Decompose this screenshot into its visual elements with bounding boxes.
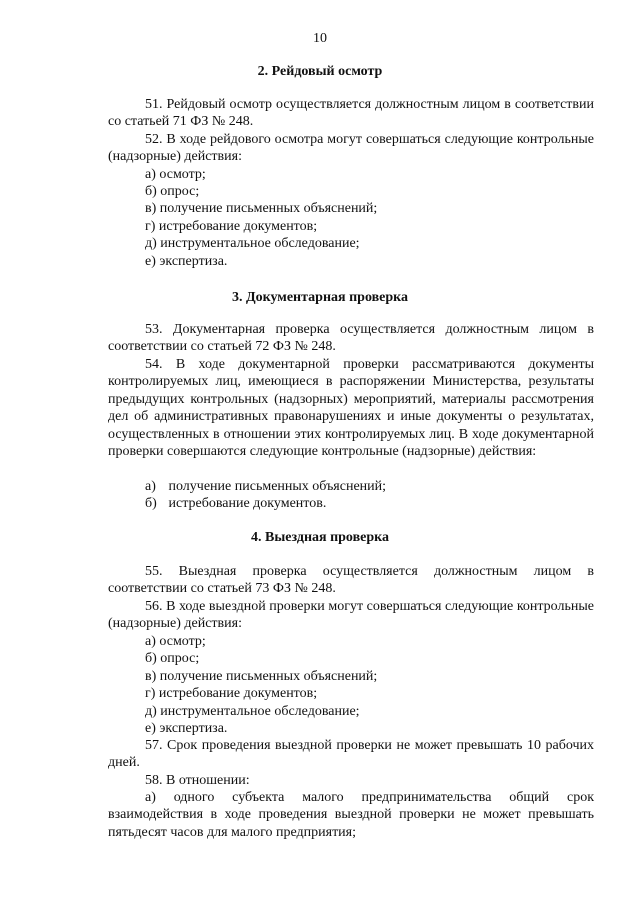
section-heading-documentary-inspection: 3. Документарная проверка [231, 290, 409, 305]
list-item: г) истребование документов; [145, 219, 318, 234]
paragraph-51: 51. Рейдовый осмотр осуществляется должностным лицом в соответствии со статьей 71 ФЗ № 248. [108, 97, 594, 130]
list-item [145, 495, 595, 512]
list-item: в) получение письменных объяснений; [145, 201, 378, 216]
page-number: 10 [313, 31, 327, 46]
list-item: а) осмотр; [145, 634, 206, 649]
list-item: д) инструментальное обследование; [145, 236, 360, 251]
list-item [145, 478, 595, 495]
list-marker: б) [145, 496, 157, 511]
paragraph-56: 56. В ходе выездной проверки могут совершаться следующие контрольные (надзорные) действия: [108, 599, 594, 632]
paragraph-52: 52. В ходе рейдового осмотра могут совершаться следующие контрольные (надзорные) действия: [108, 132, 594, 165]
section-heading-field-inspection: 4. Выездная проверка [251, 530, 389, 545]
list-item: в) получение письменных объяснений; [145, 669, 378, 684]
paragraph-54: 54. В ходе документарной проверки рассматриваются документы контролируемых лиц, имеющиеся в распоряжении Министерства, результаты предыдущих контрольных (надзорных) мероприятий, материалы рассмотрения дел об административных правонарушениях и иные документы о результатах, осуществленных в отношении этих контролируемых лиц. В ходе документарной проверки совершаются следующие контрольные (надзорные) действия: [108, 357, 594, 460]
list-marker: а) [145, 479, 156, 494]
paragraph-58: 58. В отношении: [145, 773, 250, 788]
list-item: б) опрос; [145, 184, 200, 199]
list-item: г) истребование документов; [145, 686, 318, 701]
paragraph-58a: а) одного субъекта малого предпринимательства общий срок взаимодействия в ходе проведения выездной проверки не может превышать пятьдесят часов для малого предприятия; [108, 790, 594, 840]
paragraph-57: 57. Срок проведения выездной проверки не может превышать 10 рабочих дней. [108, 738, 594, 771]
list-item: е) экспертиза. [145, 254, 228, 269]
list-item: д) инструментальное обследование; [145, 704, 360, 719]
list-item: б) опрос; [145, 651, 200, 666]
paragraph-53: 53. Документарная проверка осуществляется должностным лицом в соответствии со статьей 72 ФЗ № 248. [108, 322, 594, 355]
section-heading-raid-inspection: 2. Рейдовый осмотр [257, 64, 383, 79]
list-item: е) экспертиза. [145, 721, 228, 736]
list-item: а) осмотр; [145, 167, 206, 182]
paragraph-55: 55. Выездная проверка осуществляется должностным лицом в соответствии со статьей 73 ФЗ № 248. [108, 564, 594, 597]
list-text: истребование документов. [168, 496, 327, 511]
list-text: получение письменных объяснений; [168, 479, 387, 494]
